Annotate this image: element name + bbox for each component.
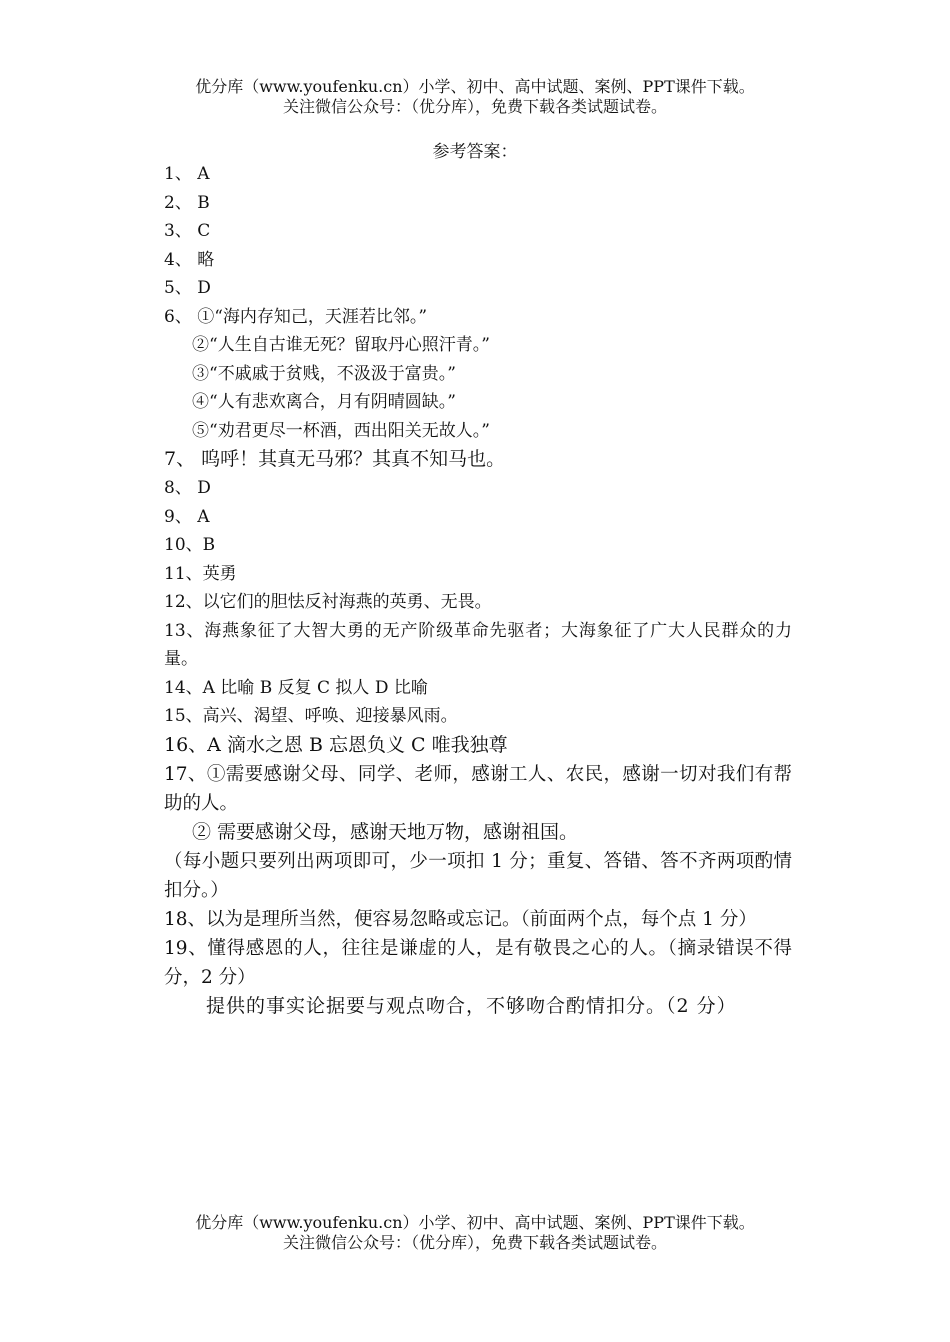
footer-line-1: 优分库（www.youfenku.cn）小学、初中、高中试题、案例、PPT课件下载。 <box>195 1213 755 1232</box>
header-line-2: 关注微信公众号：（优分库），免费下载各类试题试卷。 <box>282 97 667 116</box>
answer-6-item-2: ②“人生自古谁无死？留取丹心照汗青。” <box>192 335 490 355</box>
answer-5: 5、 D <box>164 278 211 298</box>
answer-15: 15、高兴、渴望、呼唤、迎接暴风雨。 <box>164 706 458 726</box>
answer-19: 19、懂得感恩的人，往往是谦虚的人，是有敬畏之心的人。（摘录错误不得分，2 分） <box>164 937 792 988</box>
answer-19-note: 提供的事实论据要与观点吻合，不够吻合酌情扣分。（2 分） <box>206 994 737 1017</box>
answer-1: 1、 A <box>164 164 210 184</box>
answer-16: 16、A 滴水之恩 B 忘恩负义 C 唯我独尊 <box>164 733 508 756</box>
page-header <box>0 77 950 117</box>
header-line-1: 优分库（www.youfenku.cn）小学、初中、高中试题、案例、PPT课件下载。 <box>195 77 755 96</box>
answer-6-item-3: ③“不戚戚于贫贱，不汲汲于富贵。” <box>192 363 456 384</box>
answer-14: 14、A 比喻 B 反复 C 拟人 D 比喻 <box>164 677 428 698</box>
footer-line-2: 关注微信公众号：（优分库），免费下载各类试题试卷。 <box>282 1233 667 1252</box>
answer-17-item-1: 17、①需要感谢父母、同学、老师，感谢工人、农民，感谢一切对我们有帮助的人。 <box>164 763 792 814</box>
answer-6-item-5: ⑤“劝君更尽一杯酒，西出阳关无故人。” <box>192 420 490 441</box>
answer-3: 3、 C <box>164 221 211 241</box>
answer-17-note: （每小题只要列出两项即可，少一项扣 1 分；重复、答错、答不齐两项酌情扣分。） <box>164 850 792 901</box>
answer-10: 10、B <box>164 535 216 555</box>
answer-17-item-2: ② 需要感谢父母，感谢天地万物，感谢祖国。 <box>192 820 579 843</box>
answer-13: 13、海燕象征了大智大勇的无产阶级革命先驱者；大海象征了广大人民群众的力量。 <box>164 620 792 669</box>
answer-list <box>164 160 792 1021</box>
answer-6-item-4: ④“人有悲欢离合，月有阴晴圆缺。” <box>192 392 456 412</box>
answer-12: 12、以它们的胆怯反衬海燕的英勇、无畏。 <box>164 592 492 612</box>
answer-key-title: 参考答案： <box>432 142 518 162</box>
answer-18: 18、以为是理所当然，便容易忽略或忘记。（前面两个点，每个点 1 分） <box>164 908 757 930</box>
answer-9: 9、 A <box>164 506 210 527</box>
answer-6-item-1: 6、 ①“海内存知己，天涯若比邻。” <box>164 306 428 327</box>
answer-4: 4、 略 <box>164 249 215 270</box>
page-footer <box>0 1213 950 1253</box>
answer-2: 2、 B <box>164 192 210 213</box>
answer-7: 7、 呜呼！其真无马邪？其真不知马也。 <box>164 448 506 470</box>
answer-8: 8、 D <box>164 478 211 498</box>
answer-11: 11、英勇 <box>164 563 237 584</box>
